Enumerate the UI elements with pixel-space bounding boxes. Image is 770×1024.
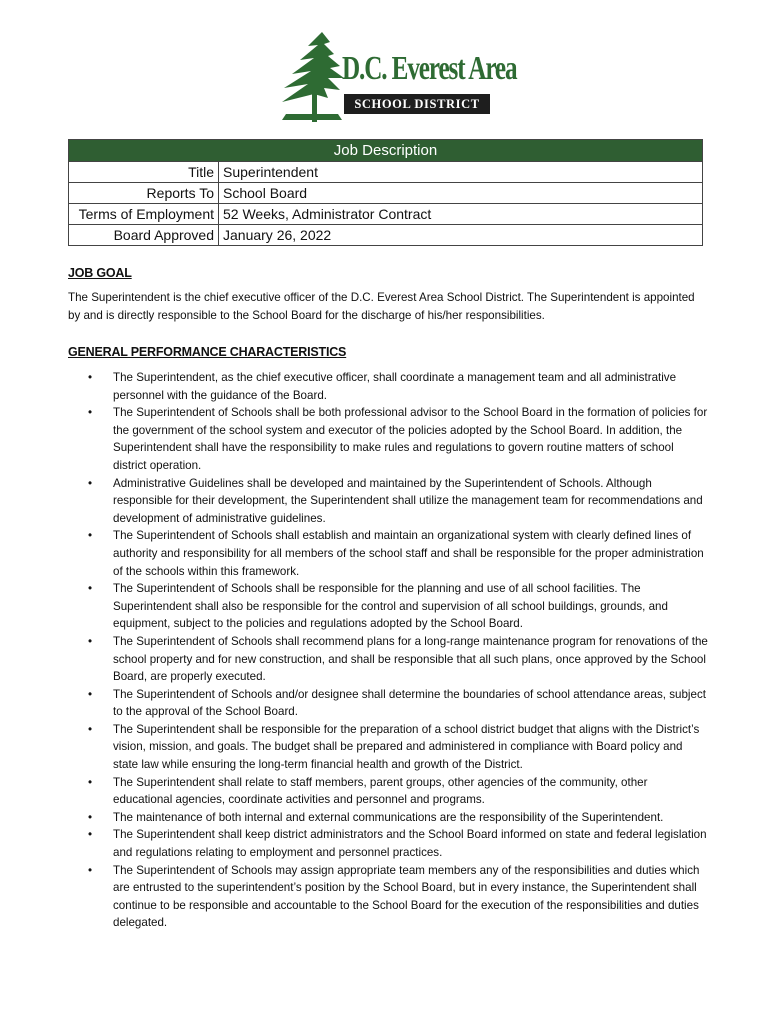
row-value-approved: January 26, 2022 [219,225,703,246]
list-item: • The Superintendent of Schools shall be responsible for the planning and use of all school facilities. The Superintendent shall also be responsible for the control and supervision of all school buildings, grounds, and equipment, subject to the policies and regulations adopted by the School Board. [88,582,668,631]
row-label-approved: Board Approved [69,225,219,246]
characteristics-heading: GENERAL PERFORMANCE CHARACTERISTICS [68,345,347,359]
bullet-icon: • [88,863,93,877]
list-item: • The Superintendent, as the chief executive officer, shall coordinate a management team and all administrative personnel with the guidance of the Board. [88,371,677,402]
list-item: • The Superintendent of Schools shall recommend plans for a long-range maintenance program for renovations of the school property and for new construction, and shall be responsible that all such plans, once approved by the School Board, are properly executed. [88,634,708,684]
table-header: Job Description [69,140,703,162]
list-item: • The Superintendent of Schools shall establish and maintain an organizational system with clearly defined lines of authority and responsibility for all members of the school staff and shall be responsible for the proper administration of the schools within this framework. [88,529,704,578]
bullet-icon: • [88,828,93,842]
job-description-table [68,139,703,246]
row-value-title: Superintendent [219,162,703,183]
table-row [69,162,703,183]
bullet-icon: • [88,582,93,596]
list-item: • The Superintendent of Schools and/or designee shall determine the boundaries of school attendance areas, subject to the approval of the School Board. [88,687,706,719]
table-row [69,204,703,225]
bullet-icon: • [88,810,93,824]
list-item: • The Superintendent of Schools may assign appropriate team members any of the responsibilities and duties which are entrusted to the superintendent’s position by the School Board, but in every instance, the Superintendent shall continue to be responsible and accountable to the School Board for the execution of the responsibilities and duties delegated. [88,863,700,930]
bullet-icon: • [88,371,93,384]
bullet-icon: • [88,529,93,543]
bullet-icon: • [88,722,93,736]
bullet-icon: • [88,406,93,420]
bullet-icon: • [88,634,93,648]
list-item: • Administrative Guidelines shall be developed and maintained by the Superintendent of Schools. Although responsible for their development, the Superintendent shall utilize the management team for recommendations and development of administrative guidelines. [88,476,703,525]
list-item: • The Superintendent shall relate to staff members, parent groups, other agencies of the community, other educational agencies, coordinate activities and personnel and programs. [88,775,648,807]
district-logo [278,28,517,124]
row-value-reports-to: School Board [219,183,703,204]
table-row [69,183,703,204]
job-goal-heading: JOB GOAL [68,266,132,280]
list-item: • The Superintendent shall keep district administrators and the School Board informed on state and federal legislation and regulations relating to employment and personnel practices. [88,828,707,860]
row-label-title: Title [69,162,219,183]
logo-name: D.C. Everest Area [342,50,517,87]
row-value-terms: 52 Weeks, Administrator Contract [219,204,703,225]
job-goal-text: The Superintendent is the chief executive officer of the D.C. Everest Area School District. The Superintendent is appointed by and is directly responsible to the School Board for the discharge of his/her responsibilities. [68,291,695,322]
bullet-icon: • [88,775,93,789]
list-item: • The Superintendent shall be responsible for the preparation of a school district budget that aligns with the District’s vision, mission, and goals. The budget shall be prepared and administered in compliance with Board policy and state law while ensuring the long-term financial health and growth of the District. [88,722,700,772]
list-item: • The maintenance of both internal and external communications are the responsibility of the Superintendent. [68,809,708,827]
list-item: • The Superintendent of Schools shall be both professional advisor to the School Board in the formation of policies for the government of the school system and executor of the policies adopted by the School Board. In addition, the Superintendent shall have the responsibility to make rules and regulations to govern routine matters of school district operation. [88,406,708,472]
logo-subtitle: SCHOOL DISTRICT [344,94,490,114]
characteristics-list [68,369,708,932]
bullet-icon: • [88,476,93,490]
bullet-icon: • [88,687,93,701]
row-label-terms: Terms of Employment [69,204,219,225]
row-label-reports-to: Reports To [69,183,219,204]
table-row [69,225,703,246]
